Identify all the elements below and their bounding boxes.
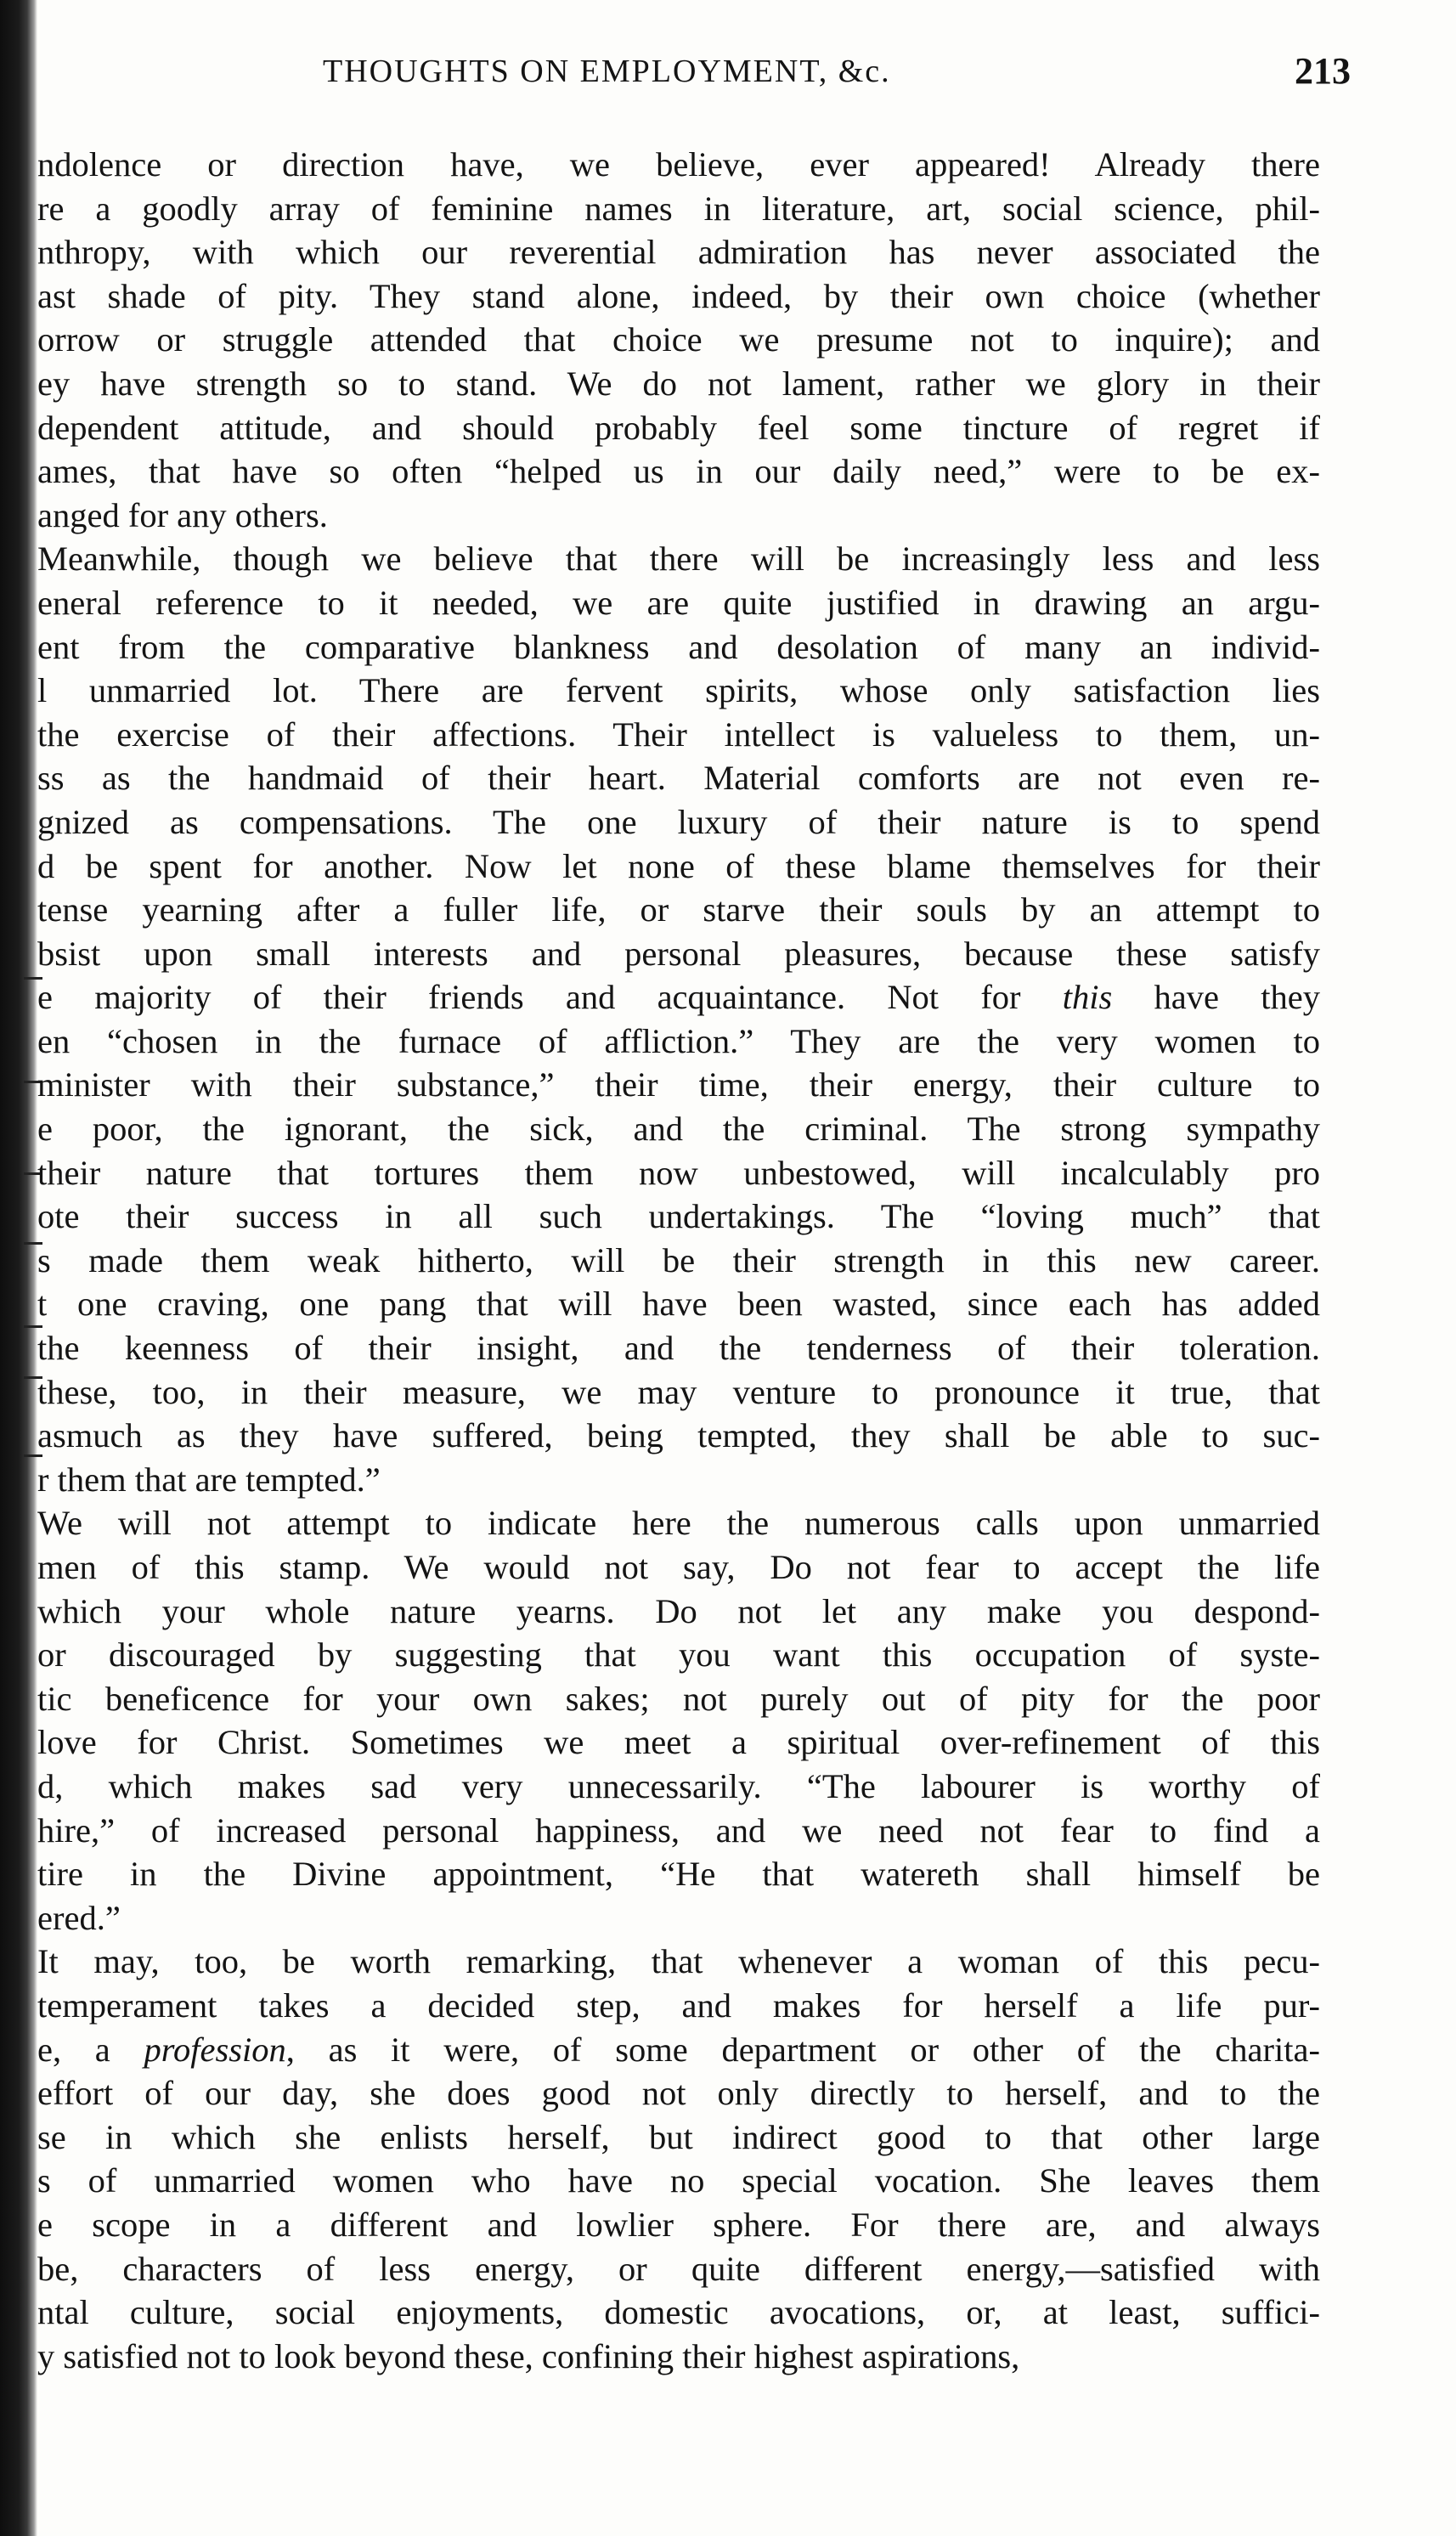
text-line: nthropy, with which our reverential admiration has never associated the — [37, 233, 1320, 272]
text-line: asmuch as they have suffered, being tempted, they shall be able to suc- — [37, 1416, 1320, 1455]
text-line: temperament takes a decided step, and makes for herself a life pur- — [37, 1985, 1320, 2025]
text-line: tic beneficence for your own sakes; not purely out of pity for the poor — [37, 1679, 1320, 1718]
text-line: ndolence or direction have, we believe, ever appeared! Already there — [37, 145, 1320, 184]
binding-shadow — [0, 0, 37, 2536]
text-line: orrow or struggle attended that choice we presume not to inquire); and — [37, 320, 1320, 359]
text-line: ntal culture, social enjoyments, domestic avocations, or, at least, suffici- — [37, 2293, 1320, 2332]
italic-emphasis: this — [1062, 978, 1113, 1017]
text-line: d be spent for another. Now let none of these blame themselves for their — [37, 846, 1320, 885]
italic-emphasis: profession — [144, 2030, 286, 2069]
text-line: d, which makes sad very unnecessarily. “The labourer is worthy of — [37, 1766, 1320, 1805]
text-line: ss as the handmaid of their heart. Material comforts are not even re- — [37, 759, 1320, 798]
text-line: tense yearning after a fuller life, or starve their souls by an attempt to — [37, 890, 1320, 929]
text-line: se in which she enlists herself, but indirect good to that other large — [37, 2117, 1320, 2156]
text-line: their nature that tortures them now unbestowed, will incalculably pro — [37, 1153, 1320, 1192]
text-line: hire,” of increased personal happiness, and we need not fear to find a — [37, 1810, 1320, 1850]
text-line: or discouraged by suggesting that you want this occupation of syste- — [37, 1635, 1320, 1675]
text-line: Meanwhile, though we believe that there will be increasingly less and less — [37, 539, 1320, 579]
text-line: tire in the Divine appointment, “He that watereth shall himself be — [37, 1855, 1320, 1894]
text-line: en “chosen in the furnace of affliction.” They are the very women to — [37, 1021, 1320, 1060]
text-line: s of unmarried women who have no special vocation. She leaves them — [37, 2161, 1320, 2200]
text-line: men of this stamp. We would not say, Do not fear to accept the life — [37, 1548, 1320, 1586]
text-line: It may, too, be worth remarking, that whenever a woman of this pecu- — [37, 1942, 1320, 1981]
text-line: t one craving, one pang that will have been wasted, since each has added — [37, 1285, 1320, 1324]
text-line: gnized as compensations. The one luxury of their nature is to spend — [37, 802, 1320, 841]
text-line: the keenness of their insight, and the tenderness of their toleration. — [37, 1329, 1320, 1368]
text-line: We will not attempt to indicate here the numerous calls upon unmarried — [37, 1504, 1320, 1543]
text-line: effort of our day, she does good not only directly to herself, and to the — [37, 2074, 1320, 2113]
text-line: ered.” — [37, 1898, 121, 1937]
text-line: these, too, in their measure, we may venture to pronounce it true, that — [37, 1372, 1320, 1411]
text-line: dependent attitude, and should probably feel some tincture of regret if — [37, 408, 1320, 447]
text-line: s made them weak hitherto, will be their strength in this new career. — [37, 1240, 1320, 1279]
text-line: re a goodly array of feminine names in literature, art, social science, phil- — [37, 189, 1320, 228]
running-head: THOUGHTS ON EMPLOYMENT, &c. — [323, 54, 891, 89]
text-line: anged for any others. — [37, 495, 328, 534]
text-line: e, a profession, as it were, of some department or other of the charita- — [37, 2030, 1320, 2069]
text-line: r them that are tempted.” — [37, 1460, 381, 1499]
text-line: e majority of their friends and acquaintance. Not for this have they — [37, 978, 1320, 1017]
page-header — [323, 50, 1351, 95]
text-line: ey have strength so to stand. We do not lament, rather we glory in their — [37, 364, 1320, 403]
text-line: eneral reference to it needed, we are quite justified in drawing an argu- — [37, 583, 1320, 622]
text-line: ote their success in all such undertakings. The “loving much” that — [37, 1197, 1320, 1236]
body-text — [37, 143, 1320, 2378]
text-line: which your whole nature yearns. Do not let any make you despond- — [37, 1591, 1320, 1630]
text-line: ast shade of pity. They stand alone, indeed, by their own choice (whether — [37, 276, 1320, 315]
text-line: minister with their substance,” their time, their energy, their culture to — [37, 1065, 1320, 1104]
text-line: e scope in a different and lowlier sphere. For there are, and always — [37, 2205, 1320, 2244]
text-line: ames, that have so often “helped us in our daily need,” were to be ex- — [37, 452, 1320, 491]
page-number: 213 — [1295, 50, 1351, 92]
text-line: y satisfied not to look beyond these, confining their highest aspirations, — [37, 2336, 1020, 2375]
text-line: be, characters of less energy, or quite different energy,—satisfied with — [37, 2249, 1320, 2288]
text-line: l unmarried lot. There are fervent spirits, whose only satisfaction lies — [37, 671, 1320, 710]
text-line: ent from the comparative blankness and desolation of many an individ- — [37, 627, 1320, 666]
text-line: love for Christ. Sometimes we meet a spiritual over-refinement of this — [37, 1723, 1320, 1762]
text-line: the exercise of their affections. Their intellect is valueless to them, un- — [37, 714, 1320, 754]
text-line: bsist upon small interests and personal pleasures, because these satisfy — [37, 934, 1320, 973]
text-line: e poor, the ignorant, the sick, and the criminal. The strong sympathy — [37, 1110, 1320, 1149]
